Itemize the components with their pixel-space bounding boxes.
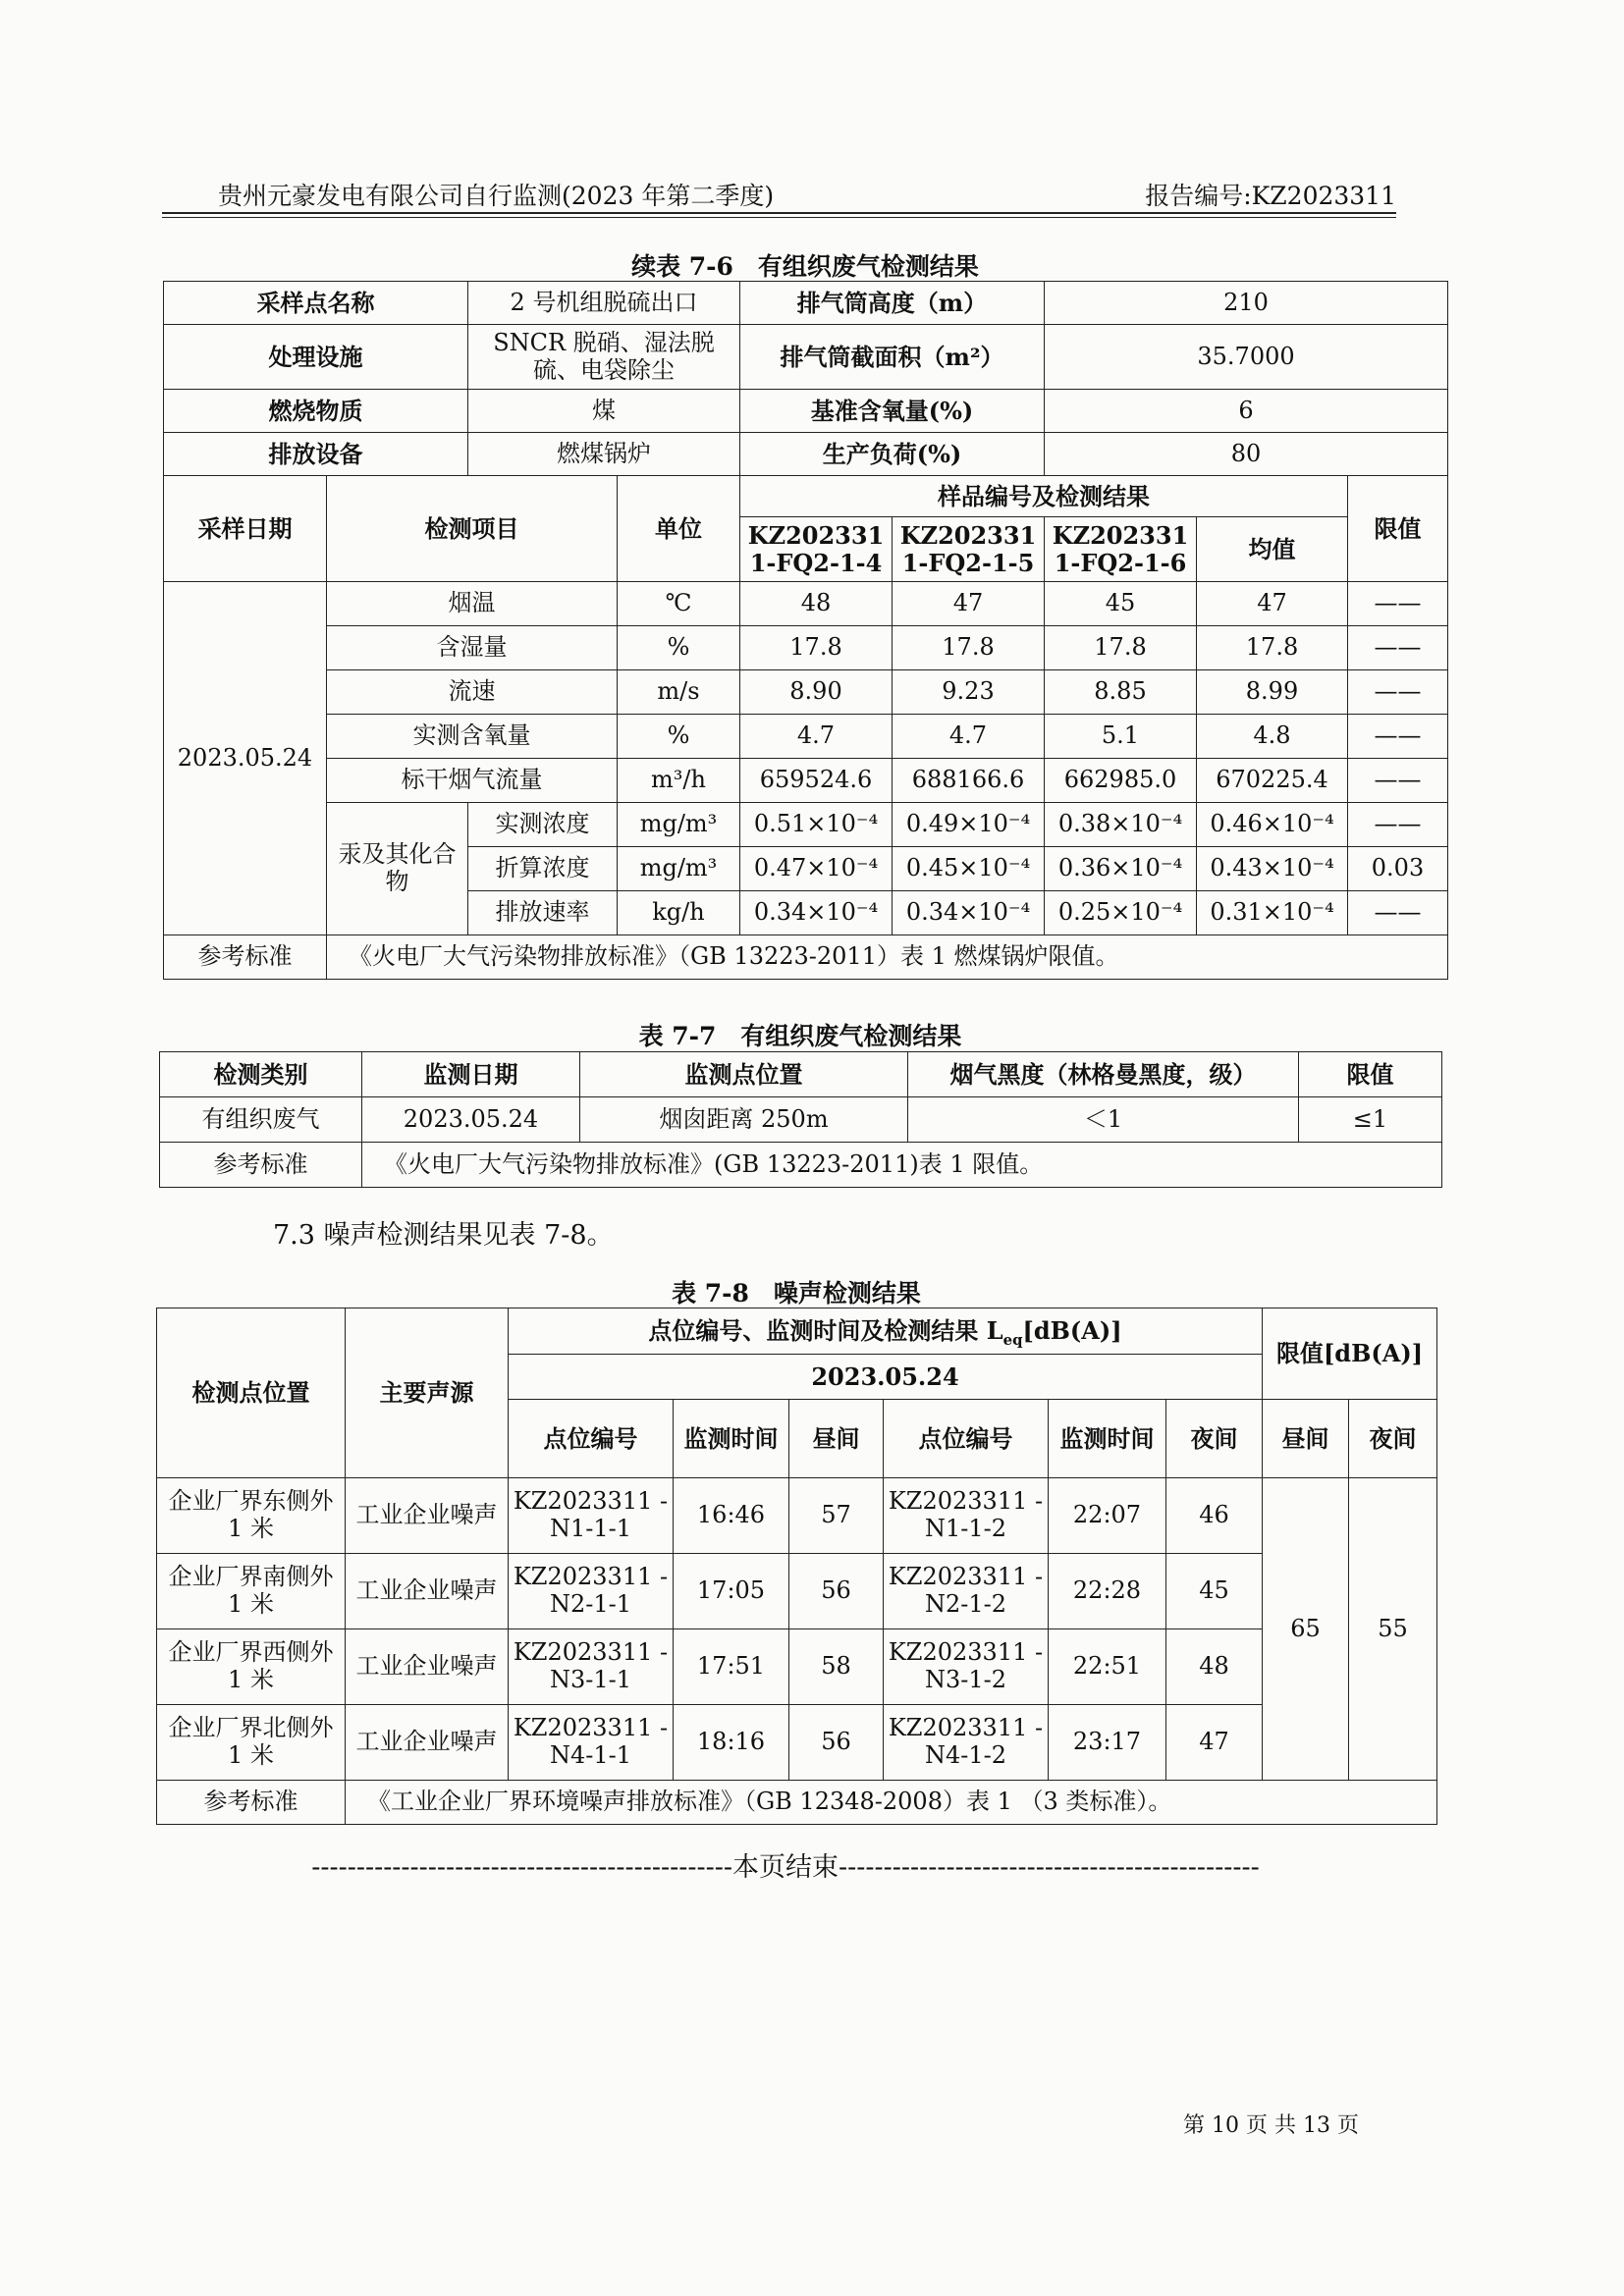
value: 0.38×10⁻⁴ xyxy=(1045,803,1197,847)
col-header-source: 主要声源 xyxy=(346,1308,509,1478)
col-header-time: 监测时间 xyxy=(1049,1400,1166,1478)
table-row xyxy=(157,1554,1437,1629)
point-code: KZ2023311 -N4-1-1 xyxy=(509,1705,674,1781)
table-row xyxy=(164,582,1448,626)
limit-night: 55 xyxy=(1349,1478,1437,1781)
value: 17.8 xyxy=(740,626,893,670)
col-header-item: 检测项目 xyxy=(327,476,618,582)
reference-standard: 《工业企业厂界环境噪声排放标准》（GB 12348-2008）表 1 （3 类标准）。 xyxy=(346,1781,1437,1825)
col-header-limit-day: 昼间 xyxy=(1263,1400,1349,1478)
col-header-sample: KZ202331 1-FQ2-1-4 xyxy=(740,517,893,582)
value: 8.85 xyxy=(1045,670,1197,715)
value: 0.36×10⁻⁴ xyxy=(1045,847,1197,891)
info-label: 排气筒截面积（m²） xyxy=(740,325,1045,390)
unit: m/s xyxy=(618,670,740,715)
point-code: KZ2023311 -N4-1-2 xyxy=(884,1705,1049,1781)
table-row xyxy=(160,1097,1442,1143)
table-row xyxy=(157,1629,1437,1705)
location: 企业厂界东侧外 1 米 xyxy=(157,1478,346,1554)
value: 659524.6 xyxy=(740,759,893,803)
point-code: KZ2023311 -N3-1-1 xyxy=(509,1629,674,1705)
col-header-group xyxy=(509,1308,1263,1355)
col-header: 检测类别 xyxy=(160,1052,362,1097)
unit: mg/m³ xyxy=(618,803,740,847)
day-value: 56 xyxy=(789,1554,884,1629)
value: 0.51×10⁻⁴ xyxy=(740,803,893,847)
night-value: 46 xyxy=(1166,1478,1263,1554)
table-7-6 xyxy=(163,281,1448,980)
value: 0.34×10⁻⁴ xyxy=(893,891,1045,935)
time: 22:51 xyxy=(1049,1629,1166,1705)
point-code: KZ2023311 -N3-1-2 xyxy=(884,1629,1049,1705)
info-value: 2 号机组脱硫出口 xyxy=(468,282,740,325)
value: 688166.6 xyxy=(893,759,1045,803)
limit: —— xyxy=(1348,891,1448,935)
item: 含湿量 xyxy=(327,626,618,670)
value: 0.49×10⁻⁴ xyxy=(893,803,1045,847)
table-7-8 xyxy=(156,1308,1437,1825)
limit: —— xyxy=(1348,803,1448,847)
col-header-sample: KZ202331 1-FQ2-1-6 xyxy=(1045,517,1197,582)
unit: kg/h xyxy=(618,891,740,935)
page-number: 第 10 页 共 13 页 xyxy=(1183,2113,1359,2138)
mercury-group: 汞及其化合物 xyxy=(327,803,468,935)
section-paragraph: 7.3 噪声检测结果见表 7-8。 xyxy=(273,1220,614,1251)
header-title: 贵州元豪发电有限公司自行监测(2023 年第二季度) xyxy=(218,182,775,210)
info-value: 210 xyxy=(1045,282,1448,325)
col-header-avg: 均值 xyxy=(1197,517,1348,582)
col-header-location: 检测点位置 xyxy=(157,1308,346,1478)
night-value: 45 xyxy=(1166,1554,1263,1629)
point-code: KZ2023311 -N1-1-1 xyxy=(509,1478,674,1554)
average: 8.99 xyxy=(1197,670,1348,715)
average: 17.8 xyxy=(1197,626,1348,670)
col-header: 烟气黑度（林格曼黑度，级） xyxy=(908,1052,1299,1097)
source: 工业企业噪声 xyxy=(346,1629,509,1705)
unit: mg/m³ xyxy=(618,847,740,891)
time: 16:46 xyxy=(674,1478,789,1554)
item: 实测含氧量 xyxy=(327,715,618,759)
average: 670225.4 xyxy=(1197,759,1348,803)
limit: 0.03 xyxy=(1348,847,1448,891)
table-7-7 xyxy=(159,1051,1442,1188)
col-header-code: 点位编号 xyxy=(884,1400,1049,1478)
info-value: 80 xyxy=(1045,433,1448,476)
value: 8.90 xyxy=(740,670,893,715)
table-row xyxy=(157,1478,1437,1554)
col-header-sample: KZ202331 1-FQ2-1-5 xyxy=(893,517,1045,582)
header-rule-thin xyxy=(162,217,1396,218)
table-row xyxy=(164,715,1448,759)
item: 烟温 xyxy=(327,582,618,626)
unit: % xyxy=(618,626,740,670)
value: 17.8 xyxy=(893,626,1045,670)
category: 有组织废气 xyxy=(160,1097,362,1143)
header-rule xyxy=(162,212,1396,214)
point-code: KZ2023311 -N2-1-1 xyxy=(509,1554,674,1629)
sub-item: 实测浓度 xyxy=(468,803,618,847)
table-row xyxy=(157,1705,1437,1781)
time: 18:16 xyxy=(674,1705,789,1781)
value: 9.23 xyxy=(893,670,1045,715)
col-header-time: 监测时间 xyxy=(674,1400,789,1478)
col-header-night: 夜间 xyxy=(1166,1400,1263,1478)
time: 17:05 xyxy=(674,1554,789,1629)
info-label: 排放设备 xyxy=(164,433,468,476)
table-7-8-caption: 表 7-8 噪声检测结果 xyxy=(672,1279,921,1308)
col-header-unit: 单位 xyxy=(618,476,740,582)
time: 22:07 xyxy=(1049,1478,1166,1554)
unit: % xyxy=(618,715,740,759)
average: 47 xyxy=(1197,582,1348,626)
time: 23:17 xyxy=(1049,1705,1166,1781)
location: 企业厂界南侧外 1 米 xyxy=(157,1554,346,1629)
average: 4.8 xyxy=(1197,715,1348,759)
col-header: 监测点位置 xyxy=(580,1052,908,1097)
value: ＜1 xyxy=(908,1097,1299,1143)
page-end-marker: -----------------------------------------------本页结束----------------------------------------------- xyxy=(311,1852,1260,1883)
limit-day: 65 xyxy=(1263,1478,1349,1781)
reference-label: 参考标准 xyxy=(164,935,327,980)
location: 企业厂界西侧外 1 米 xyxy=(157,1629,346,1705)
reference-standard: 《火电厂大气污染物排放标准》（GB 13223-2011）表 1 燃煤锅炉限值。 xyxy=(327,935,1448,980)
value: 4.7 xyxy=(893,715,1045,759)
limit: —— xyxy=(1348,715,1448,759)
report-number: 报告编号:KZ2023311 xyxy=(1145,182,1396,210)
table-row xyxy=(164,626,1448,670)
value: 45 xyxy=(1045,582,1197,626)
col-header-limit: 限值[dB(A)] xyxy=(1263,1308,1437,1400)
group-title-unit: [dB(A)] xyxy=(1022,1316,1122,1346)
sub-item: 排放速率 xyxy=(468,891,618,935)
average: 0.46×10⁻⁴ xyxy=(1197,803,1348,847)
limit: —— xyxy=(1348,759,1448,803)
item: 标干烟气流量 xyxy=(327,759,618,803)
info-value: 6 xyxy=(1045,390,1448,433)
info-value: 燃煤锅炉 xyxy=(468,433,740,476)
table-row xyxy=(164,670,1448,715)
night-value: 47 xyxy=(1166,1705,1263,1781)
source: 工业企业噪声 xyxy=(346,1478,509,1554)
table-row xyxy=(164,803,1448,847)
col-header-day: 昼间 xyxy=(789,1400,884,1478)
location: 企业厂界北侧外 1 米 xyxy=(157,1705,346,1781)
value: 5.1 xyxy=(1045,715,1197,759)
reference-label: 参考标准 xyxy=(157,1781,346,1825)
col-header: 限值 xyxy=(1299,1052,1442,1097)
info-label: 基准含氧量(%) xyxy=(740,390,1045,433)
night-value: 48 xyxy=(1166,1629,1263,1705)
info-value: 35.7000 xyxy=(1045,325,1448,390)
unit: m³/h xyxy=(618,759,740,803)
info-value: SNCR 脱硝、湿法脱硫、电袋除尘 xyxy=(468,325,740,390)
value: 47 xyxy=(893,582,1045,626)
info-label: 生产负荷(%) xyxy=(740,433,1045,476)
day-value: 58 xyxy=(789,1629,884,1705)
date: 2023.05.24 xyxy=(362,1097,580,1143)
sampling-date: 2023.05.24 xyxy=(164,582,327,935)
time: 17:51 xyxy=(674,1629,789,1705)
value: 17.8 xyxy=(1045,626,1197,670)
source: 工业企业噪声 xyxy=(346,1554,509,1629)
value: 0.25×10⁻⁴ xyxy=(1045,891,1197,935)
group-title-sub: eq xyxy=(1002,1331,1023,1349)
col-header-date: 采样日期 xyxy=(164,476,327,582)
location: 烟囱距离 250m xyxy=(580,1097,908,1143)
info-value: 煤 xyxy=(468,390,740,433)
limit: ≤1 xyxy=(1299,1097,1442,1143)
item: 流速 xyxy=(327,670,618,715)
col-header-code: 点位编号 xyxy=(509,1400,674,1478)
info-label: 处理设施 xyxy=(164,325,468,390)
unit: ℃ xyxy=(618,582,740,626)
day-value: 57 xyxy=(789,1478,884,1554)
table-7-6-caption: 续表 7-6 有组织废气检测结果 xyxy=(631,252,979,281)
value: 662985.0 xyxy=(1045,759,1197,803)
group-title: 点位编号、监测时间及检测结果 L xyxy=(648,1316,1003,1346)
table-7-7-caption: 表 7-7 有组织废气检测结果 xyxy=(638,1022,962,1050)
average: 0.31×10⁻⁴ xyxy=(1197,891,1348,935)
page-header xyxy=(218,171,1396,210)
average: 0.43×10⁻⁴ xyxy=(1197,847,1348,891)
info-label: 采样点名称 xyxy=(164,282,468,325)
point-code: KZ2023311 -N2-1-2 xyxy=(884,1554,1049,1629)
limit: —— xyxy=(1348,670,1448,715)
day-value: 56 xyxy=(789,1705,884,1781)
value: 48 xyxy=(740,582,893,626)
limit: —— xyxy=(1348,582,1448,626)
limit: —— xyxy=(1348,626,1448,670)
reference-standard: 《火电厂大气污染物排放标准》(GB 13223-2011)表 1 限值。 xyxy=(362,1143,1442,1188)
value: 4.7 xyxy=(740,715,893,759)
table-row xyxy=(164,759,1448,803)
point-code: KZ2023311 -N1-1-2 xyxy=(884,1478,1049,1554)
source: 工业企业噪声 xyxy=(346,1705,509,1781)
col-header-group: 样品编号及检测结果 xyxy=(740,476,1348,517)
sub-item: 折算浓度 xyxy=(468,847,618,891)
time: 22:28 xyxy=(1049,1554,1166,1629)
col-header-limit: 限值 xyxy=(1348,476,1448,582)
col-header: 监测日期 xyxy=(362,1052,580,1097)
col-header-limit-night: 夜间 xyxy=(1349,1400,1437,1478)
col-header-date: 2023.05.24 xyxy=(509,1355,1263,1400)
info-label: 排气筒高度（m） xyxy=(740,282,1045,325)
value: 0.47×10⁻⁴ xyxy=(740,847,893,891)
value: 0.45×10⁻⁴ xyxy=(893,847,1045,891)
reference-label: 参考标准 xyxy=(160,1143,362,1188)
info-label: 燃烧物质 xyxy=(164,390,468,433)
value: 0.34×10⁻⁴ xyxy=(740,891,893,935)
